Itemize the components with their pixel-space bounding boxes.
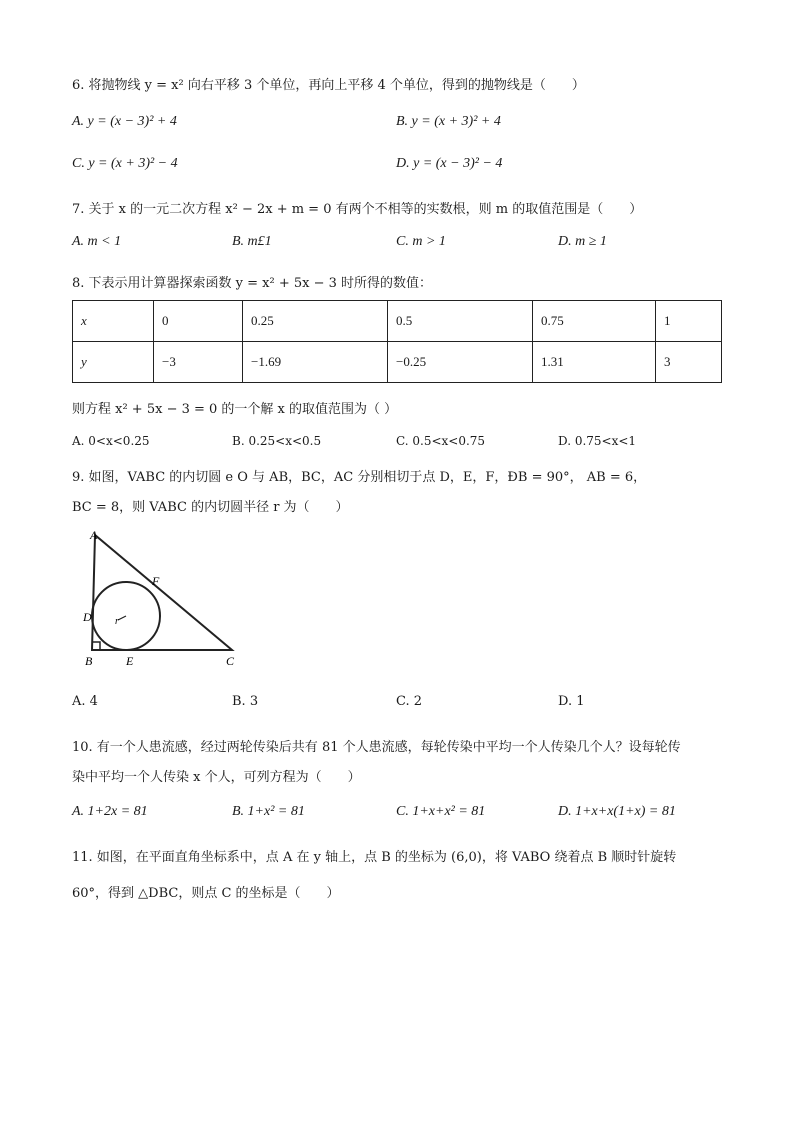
q9-option-d[interactable]: D. 1 — [558, 694, 585, 709]
q9-triangle-figure — [82, 530, 242, 670]
q9-option-a[interactable]: A. 4 — [72, 694, 98, 709]
q7-option-d[interactable]: D. m ≥ 1 — [558, 234, 607, 249]
radius-line — [118, 616, 126, 620]
q7-option-a[interactable]: A. m < 1 — [72, 234, 122, 249]
q11-stem-line2: 60°，得到 △DBC，则点 C 的坐标是（ ） — [72, 886, 340, 901]
triangle-abc — [92, 535, 232, 650]
table-cell: 0.5 — [388, 301, 533, 342]
q10-option-d[interactable]: D. 1+x+x(1+x) = 81 — [558, 804, 676, 819]
q7-option-c[interactable]: C. m > 1 — [396, 234, 446, 249]
q6-option-a[interactable]: A. y = (x − 3)² + 4 — [72, 114, 177, 129]
q7-stem: 7. 关于 x 的一元二次方程 x² − 2x + m = 0 有两个不相等的实数根，则 m 的取值范围是（ ） — [72, 202, 643, 217]
table-cell: 0 — [154, 301, 243, 342]
q10-stem-line2: 染中平均一个人传染 x 个人，可列方程为（ ） — [72, 770, 361, 785]
q9-option-b[interactable]: B. 3 — [232, 694, 259, 709]
q8-stem: 8. 下表示用计算器探索函数 y = x² + 5x − 3 时所得的数值： — [72, 276, 433, 291]
q6-option-b[interactable]: B. y = (x + 3)² + 4 — [396, 114, 501, 129]
label-r: r — [115, 616, 119, 627]
table-cell: 1.31 — [533, 342, 656, 383]
label-a: A — [90, 530, 98, 542]
q8-question: 则方程 x² + 5x − 3 = 0 的一个解 x 的取值范围为（ ） — [72, 402, 398, 417]
q6-stem: 6. 将抛物线 y = x² 向右平移 3 个单位，再向上平移 4 个单位，得到的抛物线是（ ） — [72, 78, 585, 93]
label-e: E — [126, 654, 134, 668]
q9-stem-line1: 9. 如图，VABC 的内切圆 e O 与 AB，BC，AC 分别相切于点 D，E，F，ÐB = 90°， AB = 6， — [72, 470, 647, 485]
label-b: B — [85, 654, 93, 668]
q11-stem-line1: 11. 如图，在平面直角坐标系中，点 A 在 y 轴上，点 B 的坐标为 (6,0)，将 VABO 绕着点 B 顺时针旋转 — [72, 850, 677, 865]
q7-option-b[interactable]: B. m£1 — [232, 234, 272, 249]
q9-stem-line2: BC = 8，则 VABC 的内切圆半径 r 为（ ） — [72, 500, 349, 515]
q8-option-b[interactable]: B. 0.25<x<0.5 — [232, 434, 322, 448]
q10-option-c[interactable]: C. 1+x+x² = 81 — [396, 804, 486, 819]
label-d: D — [83, 610, 92, 624]
q10-option-a[interactable]: A. 1+2x = 81 — [72, 804, 148, 819]
table-cell: x — [73, 301, 154, 342]
table-cell: y — [73, 342, 154, 383]
table-cell: 3 — [656, 342, 722, 383]
table-cell: −3 — [154, 342, 243, 383]
table-row — [73, 301, 722, 342]
table-cell: −1.69 — [243, 342, 388, 383]
table-row — [73, 342, 722, 383]
table-cell: 0.75 — [533, 301, 656, 342]
right-angle-mark — [92, 642, 100, 650]
q6-option-d[interactable]: D. y = (x − 3)² − 4 — [396, 156, 503, 171]
table-cell: −0.25 — [388, 342, 533, 383]
q9-option-c[interactable]: C. 2 — [396, 694, 423, 709]
q8-option-c[interactable]: C. 0.5<x<0.75 — [396, 434, 486, 448]
label-f: F — [152, 574, 160, 588]
q8-value-table — [72, 300, 722, 383]
q8-option-d[interactable]: D. 0.75<x<1 — [558, 434, 637, 448]
q8-option-a[interactable]: A. 0<x<0.25 — [72, 434, 150, 448]
table-cell: 1 — [656, 301, 722, 342]
table-cell: 0.25 — [243, 301, 388, 342]
q6-option-c[interactable]: C. y = (x + 3)² − 4 — [72, 156, 178, 171]
label-c: C — [226, 654, 235, 668]
q10-stem-line1: 10. 有一个人患流感，经过两轮传染后共有 81 个人患流感，每轮传染中平均一个人传染几个人？设每轮传 — [72, 740, 681, 755]
q10-option-b[interactable]: B. 1+x² = 81 — [232, 804, 305, 819]
